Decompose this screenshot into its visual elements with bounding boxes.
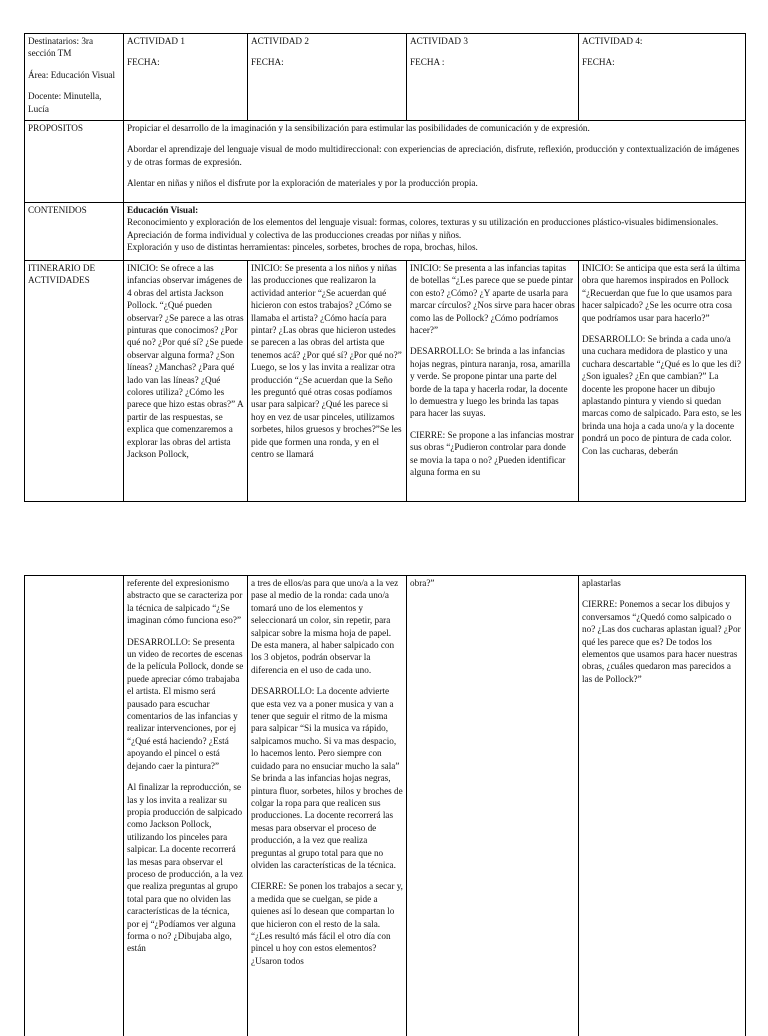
contents-title: Educación Visual: (127, 205, 199, 215)
itinerary-continued-row (25, 576, 746, 1036)
activity-3-cierre: CIERRE: Se propone a las infancias mostrar sus obras “¿Pudieron controlar para donde se movia la tapa o no? ¿Pueden identificar alguna forma en su (410, 429, 574, 478)
contents-row (25, 203, 746, 261)
activity-3-date: FECHA : (410, 57, 445, 68)
purposes-row (25, 121, 746, 203)
contents-line-1: Reconocimiento y exploración de los elementos del lenguaje visual: formas, colores, texturas y su utilización en producciones plástico-visuales bidimensionales. (127, 217, 719, 228)
activity-4-cell (579, 261, 746, 502)
recipients-cell (25, 34, 124, 121)
activity-2-cell (248, 261, 407, 502)
contents-line-2: Apreciación de forma individual y colectiva de las producciones creadas por niñas y niños. (127, 229, 462, 240)
activity-4-cell-continued (579, 576, 746, 1036)
activity-4-date: FECHA: (582, 57, 615, 68)
area-text: Área: Educación Visual (28, 69, 116, 80)
activity-1-cell (124, 261, 248, 502)
purpose-2: Abordar el aprendizaje del lenguaje visual de modo multidireccional: con experiencias de apreciación, disfrute, reflexión, producción y contextualización de imágenes y de otras formas de expresión. (127, 144, 740, 167)
recipients-text: Destinatarios: 3ra sección TM (28, 36, 94, 59)
activity-3-title: ACTIVIDAD 3 (410, 36, 468, 46)
activity-4-aplastarlas: aplastarlas (582, 578, 621, 588)
contents-label: CONTENIDOS (25, 203, 124, 261)
header-row (25, 34, 746, 121)
contents-content (124, 203, 746, 261)
activity-2-text: INICIO: Se presenta a los niños y niñas las producciones que realizaron la actividad anterior “¿Se acuerdan qué hicieron con estos trabajos? ¿Cómo se llamaba el artista? ¿Cómo hacía para pintar? ¿Las obras que hicieron ustedes se parecen a las obras del artista que tenemos acá? ¿Por qué sí? ¿Por qué no?” Luego, se los y las invita a realizar otra producción “¿Se acuerdan que la Seño les preguntó qué otras cosas podíamos usar para salpicar? ¿Qué les parece si hoy en vez de usar pinceles, utilizamos sorbetes, hilos gruesos y broches?”Se les pide que formen una ronda, y en el centro se llamará (251, 263, 402, 460)
purposes-label: PROPOSITOS (25, 121, 124, 203)
activity-1-title: ACTIVIDAD 1 (127, 36, 185, 46)
activity-1-cell-continued (124, 576, 248, 1036)
activity-3-desarrollo: DESARROLLO: Se brinda a las infancias hojas negras, pintura naranja, rosa, amarilla y verde. Se propone pintar una parte del borde de la tapa y hacerla rodar, la docente lo demuestra y luego les brinda las tapas para hacer las suyas. (410, 346, 571, 419)
purpose-1: Propiciar el desarrollo de la imaginación y la sensibilización para estimular las posibilidades de comunicación y de expresión. (127, 123, 590, 133)
contents-line-3: Exploración y uso de distintas herramientas: pinceles, sorbetes, broches de ropa, brochas, hilos. (127, 242, 478, 253)
activity-4-inicio: INICIO: Se anticipa que esta será la última obra que haremos inspirados en Pollock “¿Recuerdan que fue lo que usamos para hacer salpicado? ¿Se les ocurre otra cosa que podríamos usar para hacerlo?” (582, 263, 740, 323)
activity-3-cell (407, 261, 579, 502)
activity-2-cell-continued (248, 576, 407, 1036)
activity-2-date: FECHA: (251, 57, 284, 68)
activity-1-text: INICIO: Se ofrece a las infancias observar imágenes de 4 obras del artista Jackson Pollock. “¿Qué pueden observar? ¿Se parece a las otras pinturas que conocimos? ¿Por qué no? ¿Por qué sí? ¿Se puede observar alguna forma? ¿Son líneas? ¿Manchas? ¿Para qué lado van las líneas? ¿Qué colores utiliza? ¿Cómo les parece que hizo estas obras?” A partir de las respuestas, se explica que comenzaremos a explorar las obras del artista Jackson Pollock, (127, 263, 244, 460)
itinerary-label: ITINERARIO DE ACTIVIDADES (25, 261, 124, 502)
teacher-text: Docente: Minutella, Lucía (28, 91, 102, 114)
purpose-3: Alentar en niñas y niños el disfrute por la exploración de materiales y por la producción propia. (127, 178, 478, 189)
activity-2-cierre: CIERRE: Se ponen los trabajos a secar y, a medida que se cuelgan, se pide a quienes así lo desean que compartan lo que hicieron con el resto de la sala. “¿Les resultó más fácil el otro día con pincel u hoy con estos elementos? ¿Usaron todos (251, 881, 403, 966)
itinerary-label-continued (25, 576, 124, 1036)
purposes-content (124, 121, 746, 203)
activity-4-header (579, 34, 746, 121)
activity-1-header (124, 34, 248, 121)
activity-3-header (407, 34, 579, 121)
activity-2-ronda: a tres de ellos/as para que uno/a a la vez pase al medio de la ronda: cada uno/a tomará uno de los elementos y seleccionará un color, sin repetir, para salpicar sobre la misma hoja de papel. De esta manera, al haber salpicado con los 3 objetos, podrán observar la diferencia en el uso de cada uno. (251, 578, 399, 675)
activity-3-cell-continued (407, 576, 579, 1036)
activity-1-referente: referente del expresionismo abstracto que se caracteriza por la técnica de salpicado “¿Se imaginan cómo funciona eso?” (127, 578, 243, 626)
planning-table-page-2 (24, 575, 746, 1036)
activity-3-obra: obra?” (410, 578, 435, 588)
activity-2-header (248, 34, 407, 121)
planning-table-page-1 (24, 33, 746, 502)
activity-3-inicio: INICIO: Se presenta a las infancias tapitas de botellas “¿Les parece que se puede pintar con esto? ¿Cómo? ¿Y aparte de usarla para marcar círculos? ¿Nos sirve para hacer obras como las de Pollock? ¿Cómo podríamos hacer?” (410, 263, 575, 336)
activity-1-produccion: Al finalizar la reproducción, se las y los invita a realizar su propia producción de salpicado como Jackson Pollock, utilizando los pinceles para salpicar. La docente recorrerá las mesas para observar el proceso de producción, a la vez que realiza preguntas al grupo total para que no olviden las características de la técnica, por ej “¿Podíamos ver alguna forma o no? ¿Dibujaba algo, están (127, 782, 243, 954)
activity-4-cierre: CIERRE: Ponemos a secar los dibujos y conversamos “¿Quedó como salpicado o no? ¿Las dos cucharas aplastan igual? ¿Por qué les parece que es? De todos los elementos que usamos para hacer nuestras obras, ¿cuáles quedaron mas parecidos a las de Pollock?” (582, 599, 741, 684)
activity-1-desarrollo: DESARROLLO: Se presenta un video de recortes de escenas de la película Pollock, donde se puede apreciar cómo trabajaba el artista. El mismo será pausado para escuchar comentarios de las infancias y realizar intervenciones, por ej “¿Qué está haciendo? ¿Está apoyando el pincel o está dejando caer la pintura?” (127, 636, 244, 771)
activity-4-title: ACTIVIDAD 4: (582, 36, 643, 46)
activity-1-date: FECHA: (127, 57, 160, 68)
itinerary-row (25, 261, 746, 502)
activity-2-desarrollo: DESARROLLO: La docente advierte que esta vez va a poner musica y van a tener que seguir el ritmo de la misma para salpicar “Si la musica va rápido, salpicamos mucho. Si va mas despacio, lo hacemos lento. Pero siempre con cuidado para no ensuciar mucho la sala” Se brinda a las infancias hojas negras, pintura fluor, sorbetes, hilos y broches de colgar la ropa para que realicen sus producciones. La docente recorrerá las mesas para observar el proceso de producción, a la vez que realiza preguntas al grupo total para que no olviden las características de la técnica. (251, 686, 403, 870)
activity-4-desarrollo: DESARROLLO: Se brinda a cada uno/a una cuchara medidora de plastico y una cuchara descartable “¿Qué es lo que les di? ¿Son iguales? ¿En que cambian?” La docente les propone hacer un dibujo aplastando pintura y viendo si quedan marcas como de salpicado. Para esto, se les brinda una hoja a cada uno/a y la docente pondrá un poco de pintura de cada color. Con las cucharas, deberán (582, 334, 742, 456)
activity-2-title: ACTIVIDAD 2 (251, 36, 309, 46)
